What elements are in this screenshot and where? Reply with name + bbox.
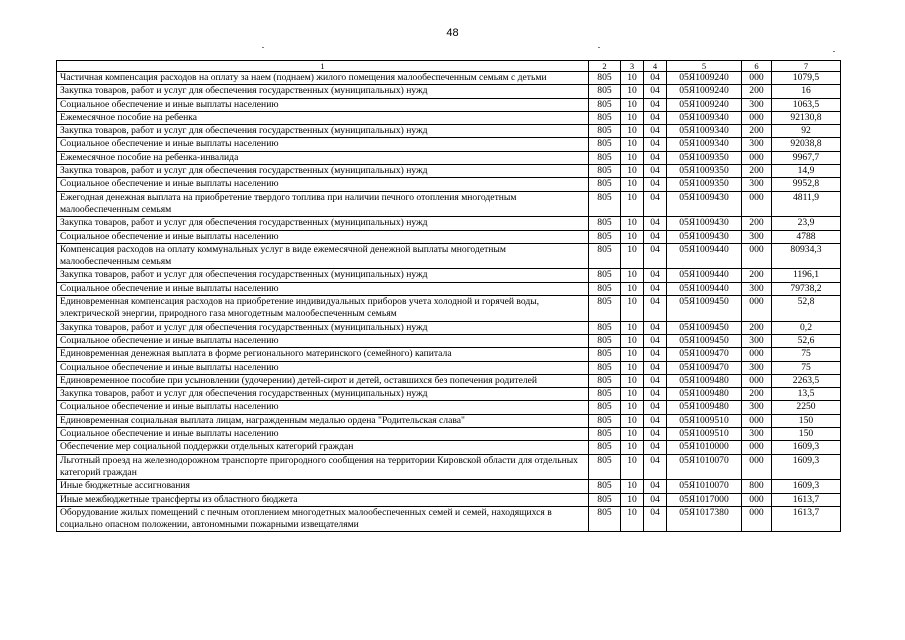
expense-type-cell: 300 — [742, 282, 772, 295]
target-article-cell: 05Я1010070 — [667, 480, 742, 493]
table-row — [57, 125, 841, 138]
target-article-cell: 05Я1009430 — [667, 230, 742, 243]
ministry-code-cell: 805 — [589, 72, 621, 85]
target-article-cell: 05Я1017380 — [667, 506, 742, 532]
target-article-cell: 05Я1017000 — [667, 493, 742, 506]
section-cell: 10 — [621, 243, 644, 269]
amount-cell: 150 — [772, 414, 841, 427]
section-cell: 10 — [621, 401, 644, 414]
subsection-cell: 04 — [644, 441, 667, 454]
subsection-cell: 04 — [644, 401, 667, 414]
ministry-code-cell: 805 — [589, 165, 621, 178]
subsection-cell: 04 — [644, 334, 667, 347]
amount-cell: 23,9 — [772, 217, 841, 230]
ministry-code-cell: 805 — [589, 321, 621, 334]
table-row — [57, 361, 841, 374]
header-cell: 2 — [589, 61, 621, 72]
name-cell: Социальное обеспечение и иные выплаты населению — [57, 178, 589, 191]
subsection-cell: 04 — [644, 178, 667, 191]
target-article-cell: 05Я1009480 — [667, 401, 742, 414]
expense-type-cell: 200 — [742, 125, 772, 138]
table-row — [57, 85, 841, 98]
ministry-code-cell: 805 — [589, 243, 621, 269]
subsection-cell: 04 — [644, 374, 667, 387]
target-article-cell: 05Я1009430 — [667, 191, 742, 217]
amount-cell: 1079,5 — [772, 72, 841, 85]
section-cell: 10 — [621, 493, 644, 506]
ministry-code-cell: 805 — [589, 480, 621, 493]
header-row — [57, 61, 841, 72]
amount-cell: 52,8 — [772, 296, 841, 322]
name-cell: Социальное обеспечение и иные выплаты населению — [57, 334, 589, 347]
amount-cell: 92 — [772, 125, 841, 138]
table-row — [57, 217, 841, 230]
subsection-cell: 04 — [644, 361, 667, 374]
amount-cell: 92038,8 — [772, 138, 841, 151]
target-article-cell: 05Я1009350 — [667, 178, 742, 191]
amount-cell: 4788 — [772, 230, 841, 243]
subsection-cell: 04 — [644, 72, 667, 85]
section-cell: 10 — [621, 506, 644, 532]
name-cell: Закупка товаров, работ и услуг для обеспечения государственных (муниципальных) нужд — [57, 388, 589, 401]
amount-cell: 1609,3 — [772, 441, 841, 454]
name-cell: Ежемесячное пособие на ребенка-инвалида — [57, 151, 589, 164]
header-cell: 1 — [57, 61, 589, 72]
subsection-cell: 04 — [644, 85, 667, 98]
header-cell: 4 — [644, 61, 667, 72]
name-cell: Единовременное пособие при усыновлении (удочерении) детей-сирот и детей, оставшихся без попечения родителей — [57, 374, 589, 387]
expense-type-cell: 000 — [742, 72, 772, 85]
expense-type-cell: 200 — [742, 269, 772, 282]
budget-table — [56, 60, 841, 532]
subsection-cell: 04 — [644, 414, 667, 427]
target-article-cell: 05Я1009470 — [667, 361, 742, 374]
amount-cell: 9952,8 — [772, 178, 841, 191]
header-cell: 3 — [621, 61, 644, 72]
scan-speck — [598, 47, 600, 48]
name-cell: Обеспечение мер социальной поддержки отдельных категорий граждан — [57, 441, 589, 454]
ministry-code-cell: 805 — [589, 414, 621, 427]
table-row — [57, 111, 841, 124]
subsection-cell: 04 — [644, 348, 667, 361]
amount-cell: 2250 — [772, 401, 841, 414]
ministry-code-cell: 805 — [589, 374, 621, 387]
expense-type-cell: 000 — [742, 374, 772, 387]
name-cell: Частичная компенсация расходов на оплату за наем (поднаем) жилого помещения малообеспеченным семьям с детьми — [57, 72, 589, 85]
name-cell: Закупка товаров, работ и услуг для обеспечения государственных (муниципальных) нужд — [57, 165, 589, 178]
subsection-cell: 04 — [644, 125, 667, 138]
name-cell: Ежегодная денежная выплата на приобретение твердого топлива при наличии печного отопления многодетным малообеспеченным семьям — [57, 191, 589, 217]
table-row — [57, 296, 841, 322]
name-cell: Социальное обеспечение и иные выплаты населению — [57, 98, 589, 111]
name-cell: Компенсация расходов на оплату коммунальных услуг в виде ежемесячной денежной выплаты многодетным малообеспеченным семьям — [57, 243, 589, 269]
scan-speck — [262, 47, 264, 48]
ministry-code-cell: 805 — [589, 361, 621, 374]
subsection-cell: 04 — [644, 111, 667, 124]
expense-type-cell: 300 — [742, 334, 772, 347]
target-article-cell: 05Я1009480 — [667, 374, 742, 387]
ministry-code-cell: 805 — [589, 388, 621, 401]
expense-type-cell: 000 — [742, 243, 772, 269]
table-row — [57, 401, 841, 414]
subsection-cell: 04 — [644, 428, 667, 441]
name-cell: Льготный проезд на железнодорожном транспорте пригородного сообщения на территории Кировской области для отдельных категорий граждан — [57, 454, 589, 480]
amount-cell: 14,9 — [772, 165, 841, 178]
header-cell: 7 — [772, 61, 841, 72]
target-article-cell: 05Я1010000 — [667, 441, 742, 454]
section-cell: 10 — [621, 85, 644, 98]
amount-cell: 16 — [772, 85, 841, 98]
amount-cell: 75 — [772, 348, 841, 361]
target-article-cell: 05Я1009510 — [667, 428, 742, 441]
ministry-code-cell: 805 — [589, 348, 621, 361]
subsection-cell: 04 — [644, 282, 667, 295]
section-cell: 10 — [621, 282, 644, 295]
section-cell: 10 — [621, 441, 644, 454]
name-cell: Закупка товаров, работ и услуг для обеспечения государственных (муниципальных) нужд — [57, 321, 589, 334]
ministry-code-cell: 805 — [589, 493, 621, 506]
expense-type-cell: 200 — [742, 388, 772, 401]
section-cell: 10 — [621, 165, 644, 178]
subsection-cell: 04 — [644, 493, 667, 506]
name-cell: Социальное обеспечение и иные выплаты населению — [57, 428, 589, 441]
section-cell: 10 — [621, 72, 644, 85]
target-article-cell: 05Я1009350 — [667, 165, 742, 178]
table-row — [57, 374, 841, 387]
ministry-code-cell: 805 — [589, 125, 621, 138]
ministry-code-cell: 805 — [589, 282, 621, 295]
ministry-code-cell: 805 — [589, 85, 621, 98]
expense-type-cell: 200 — [742, 217, 772, 230]
table-row — [57, 243, 841, 269]
ministry-code-cell: 805 — [589, 191, 621, 217]
subsection-cell: 04 — [644, 269, 667, 282]
expense-type-cell: 300 — [742, 98, 772, 111]
name-cell: Иные бюджетные ассигнования — [57, 480, 589, 493]
scan-speck — [833, 51, 835, 52]
amount-cell: 13,5 — [772, 388, 841, 401]
name-cell: Закупка товаров, работ и услуг для обеспечения государственных (муниципальных) нужд — [57, 217, 589, 230]
name-cell: Единовременная компенсация расходов на приобретение индивидуальных приборов учета холодной и горячей воды, электрической энергии, природного газа многодетным малообеспеченным семьям — [57, 296, 589, 322]
target-article-cell: 05Я1009350 — [667, 151, 742, 164]
target-article-cell: 05Я1009470 — [667, 348, 742, 361]
name-cell: Ежемесячное пособие на ребенка — [57, 111, 589, 124]
table-row — [57, 441, 841, 454]
section-cell: 10 — [621, 125, 644, 138]
table-row — [57, 98, 841, 111]
section-cell: 10 — [621, 414, 644, 427]
target-article-cell: 05Я1009480 — [667, 388, 742, 401]
expense-type-cell: 000 — [742, 296, 772, 322]
ministry-code-cell: 805 — [589, 441, 621, 454]
expense-type-cell: 000 — [742, 493, 772, 506]
ministry-code-cell: 805 — [589, 178, 621, 191]
target-article-cell: 05Я1009510 — [667, 414, 742, 427]
table-row — [57, 334, 841, 347]
section-cell: 10 — [621, 138, 644, 151]
section-cell: 10 — [621, 454, 644, 480]
page-number: 48 — [446, 27, 459, 39]
table-row — [57, 138, 841, 151]
section-cell: 10 — [621, 191, 644, 217]
name-cell: Закупка товаров, работ и услуг для обеспечения государственных (муниципальных) нужд — [57, 85, 589, 98]
table-row — [57, 480, 841, 493]
table-row — [57, 414, 841, 427]
name-cell: Социальное обеспечение и иные выплаты населению — [57, 230, 589, 243]
subsection-cell: 04 — [644, 321, 667, 334]
ministry-code-cell: 805 — [589, 296, 621, 322]
amount-cell: 79738,2 — [772, 282, 841, 295]
table-row — [57, 454, 841, 480]
target-article-cell: 05Я1009430 — [667, 217, 742, 230]
name-cell: Социальное обеспечение и иные выплаты населению — [57, 282, 589, 295]
expense-type-cell: 200 — [742, 321, 772, 334]
subsection-cell: 04 — [644, 217, 667, 230]
amount-cell: 1063,5 — [772, 98, 841, 111]
target-article-cell: 05Я1009240 — [667, 98, 742, 111]
name-cell: Закупка товаров, работ и услуг для обеспечения государственных (муниципальных) нужд — [57, 125, 589, 138]
name-cell: Единовременная денежная выплата в форме регионального материнского (семейного) капитала — [57, 348, 589, 361]
section-cell: 10 — [621, 230, 644, 243]
name-cell: Единовременная социальная выплата лицам, награжденным медалью ордена "Родительская слава" — [57, 414, 589, 427]
subsection-cell: 04 — [644, 480, 667, 493]
target-article-cell: 05Я1009450 — [667, 296, 742, 322]
subsection-cell: 04 — [644, 230, 667, 243]
subsection-cell: 04 — [644, 506, 667, 532]
section-cell: 10 — [621, 334, 644, 347]
amount-cell: 1613,7 — [772, 493, 841, 506]
expense-type-cell: 300 — [742, 178, 772, 191]
subsection-cell: 04 — [644, 454, 667, 480]
ministry-code-cell: 805 — [589, 111, 621, 124]
ministry-code-cell: 805 — [589, 98, 621, 111]
expense-type-cell: 000 — [742, 191, 772, 217]
amount-cell: 52,6 — [772, 334, 841, 347]
name-cell: Социальное обеспечение и иные выплаты населению — [57, 401, 589, 414]
expense-type-cell: 300 — [742, 428, 772, 441]
section-cell: 10 — [621, 428, 644, 441]
table-row — [57, 269, 841, 282]
subsection-cell: 04 — [644, 243, 667, 269]
section-cell: 10 — [621, 151, 644, 164]
amount-cell: 0,2 — [772, 321, 841, 334]
table-row — [57, 178, 841, 191]
section-cell: 10 — [621, 296, 644, 322]
header-cell: 6 — [742, 61, 772, 72]
expense-type-cell: 000 — [742, 441, 772, 454]
subsection-cell: 04 — [644, 388, 667, 401]
table-row — [57, 230, 841, 243]
ministry-code-cell: 805 — [589, 217, 621, 230]
table-row — [57, 428, 841, 441]
expense-type-cell: 300 — [742, 401, 772, 414]
amount-cell: 1609,3 — [772, 454, 841, 480]
section-cell: 10 — [621, 178, 644, 191]
section-cell: 10 — [621, 217, 644, 230]
amount-cell: 80934,3 — [772, 243, 841, 269]
amount-cell: 9967,7 — [772, 151, 841, 164]
expense-type-cell: 200 — [742, 165, 772, 178]
expense-type-cell: 000 — [742, 506, 772, 532]
section-cell: 10 — [621, 269, 644, 282]
expense-type-cell: 000 — [742, 454, 772, 480]
expense-type-cell: 000 — [742, 414, 772, 427]
table-row — [57, 388, 841, 401]
ministry-code-cell: 805 — [589, 269, 621, 282]
name-cell: Социальное обеспечение и иные выплаты населению — [57, 361, 589, 374]
subsection-cell: 04 — [644, 98, 667, 111]
expense-type-cell: 200 — [742, 85, 772, 98]
ministry-code-cell: 805 — [589, 401, 621, 414]
expense-type-cell: 300 — [742, 230, 772, 243]
ministry-code-cell: 805 — [589, 428, 621, 441]
expense-type-cell: 000 — [742, 151, 772, 164]
table-row — [57, 72, 841, 85]
target-article-cell: 05Я1009450 — [667, 334, 742, 347]
section-cell: 10 — [621, 321, 644, 334]
expense-type-cell: 300 — [742, 138, 772, 151]
amount-cell: 150 — [772, 428, 841, 441]
target-article-cell: 05Я1009340 — [667, 138, 742, 151]
amount-cell: 75 — [772, 361, 841, 374]
ministry-code-cell: 805 — [589, 230, 621, 243]
table-row — [57, 493, 841, 506]
target-article-cell: 05Я1009340 — [667, 125, 742, 138]
target-article-cell: 05Я1010070 — [667, 454, 742, 480]
expense-type-cell: 800 — [742, 480, 772, 493]
table-row — [57, 282, 841, 295]
section-cell: 10 — [621, 111, 644, 124]
expense-type-cell: 300 — [742, 361, 772, 374]
name-cell: Оборудование жилых помещений с печным отоплением многодетных малообеспеченных семей и семей, находящихся в социально опасном положении, автономными пожарными извещателями — [57, 506, 589, 532]
target-article-cell: 05Я1009440 — [667, 243, 742, 269]
ministry-code-cell: 805 — [589, 138, 621, 151]
amount-cell: 1613,7 — [772, 506, 841, 532]
section-cell: 10 — [621, 98, 644, 111]
section-cell: 10 — [621, 480, 644, 493]
section-cell: 10 — [621, 348, 644, 361]
table-row — [57, 191, 841, 217]
name-cell: Закупка товаров, работ и услуг для обеспечения государственных (муниципальных) нужд — [57, 269, 589, 282]
amount-cell: 1609,3 — [772, 480, 841, 493]
section-cell: 10 — [621, 388, 644, 401]
ministry-code-cell: 805 — [589, 151, 621, 164]
subsection-cell: 04 — [644, 165, 667, 178]
target-article-cell: 05Я1009240 — [667, 85, 742, 98]
amount-cell: 2263,5 — [772, 374, 841, 387]
amount-cell: 1196,1 — [772, 269, 841, 282]
subsection-cell: 04 — [644, 151, 667, 164]
subsection-cell: 04 — [644, 296, 667, 322]
table-row — [57, 348, 841, 361]
header-cell: 5 — [667, 61, 742, 72]
subsection-cell: 04 — [644, 191, 667, 217]
ministry-code-cell: 805 — [589, 334, 621, 347]
expense-type-cell: 000 — [742, 111, 772, 124]
amount-cell: 4811,9 — [772, 191, 841, 217]
table-row — [57, 151, 841, 164]
section-cell: 10 — [621, 361, 644, 374]
table-row — [57, 165, 841, 178]
target-article-cell: 05Я1009240 — [667, 72, 742, 85]
name-cell: Иные межбюджетные трансферты из областного бюджета — [57, 493, 589, 506]
name-cell: Социальное обеспечение и иные выплаты населению — [57, 138, 589, 151]
target-article-cell: 05Я1009340 — [667, 111, 742, 124]
target-article-cell: 05Я1009450 — [667, 321, 742, 334]
amount-cell: 92130,8 — [772, 111, 841, 124]
table-row — [57, 506, 841, 532]
ministry-code-cell: 805 — [589, 506, 621, 532]
subsection-cell: 04 — [644, 138, 667, 151]
expense-type-cell: 000 — [742, 348, 772, 361]
section-cell: 10 — [621, 374, 644, 387]
table-row — [57, 321, 841, 334]
target-article-cell: 05Я1009440 — [667, 269, 742, 282]
ministry-code-cell: 805 — [589, 454, 621, 480]
target-article-cell: 05Я1009440 — [667, 282, 742, 295]
